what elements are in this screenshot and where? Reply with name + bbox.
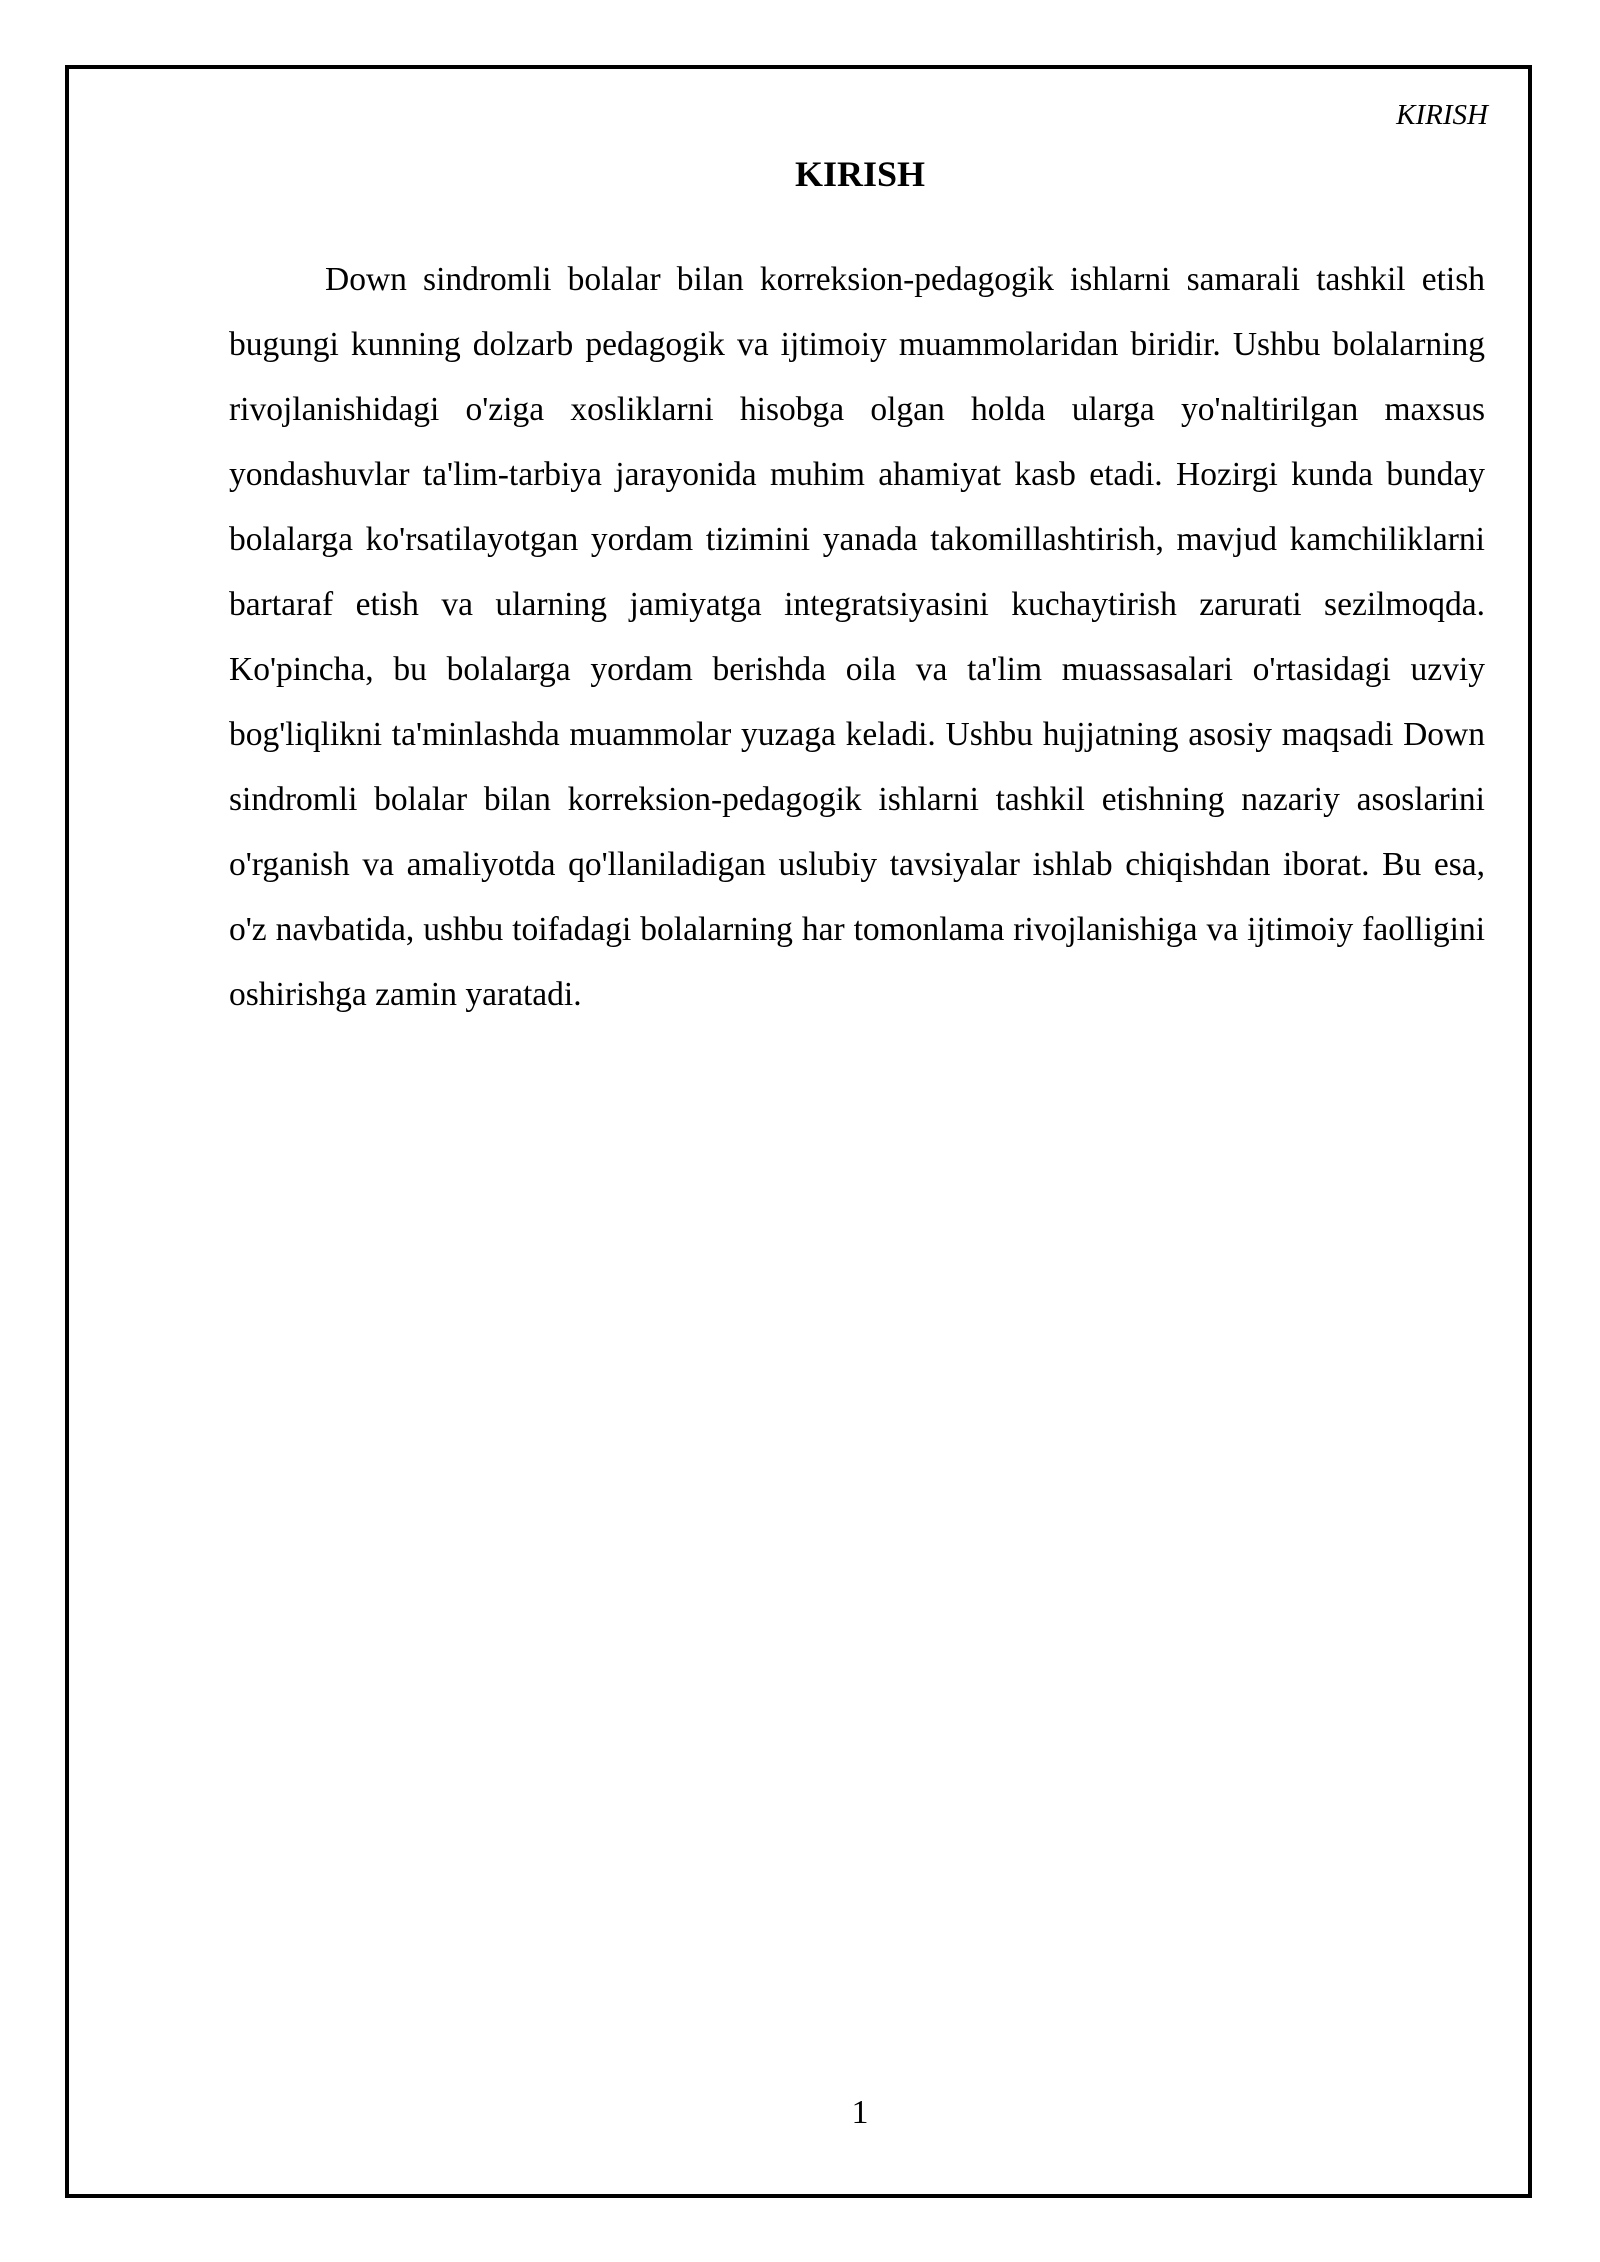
- body-paragraph: Down sindromli bolalar bilan korreksion-pedagogik ishlarni samarali tashkil etish bugungi kunning dolzarb pedagogik va ijtimoiy muammolaridan biridir. Ushbu bolalarning rivojlanishidagi o'ziga xosliklarni hisobga olgan holda ularga yo'naltirilgan maxsus yondashuvlar ta'lim-tarbiya jarayonida muhim ahamiyat kasb etadi. Hozirgi kunda bunday bolalarga ko'rsatilayotgan yordam tizimini yanada takomillashtirish, mavjud kamchiliklarni bartaraf etish va ularning jamiyatga integratsiyasini kuchaytirish zarurati sezilmoqda. Ko'pincha, bu bolalarga yordam berishda oila va ta'lim muassasalari o'rtasidagi uzviy bog'liqlikni ta'minlashda muammolar yuzaga keladi. Ushbu hujjatning asosiy maqsadi Down sindromli bolalar bilan korreksion-pedagogik ishlarni tashkil etishning nazariy asoslarini o'rganish va amaliyotda qo'llaniladigan uslubiy tavsiyalar ishlab chiqishdan iborat. Bu esa, o'z navbatida, ushbu toifadagi bolalarning har tomonlama rivojlanishiga va ijtimoiy faolligini oshirishga zamin yaratadi.: [229, 261, 1485, 1013]
- section-title: KIRISH: [794, 154, 926, 194]
- page-number: 1: [851, 2094, 869, 2131]
- running-header: KIRISH: [1396, 99, 1488, 131]
